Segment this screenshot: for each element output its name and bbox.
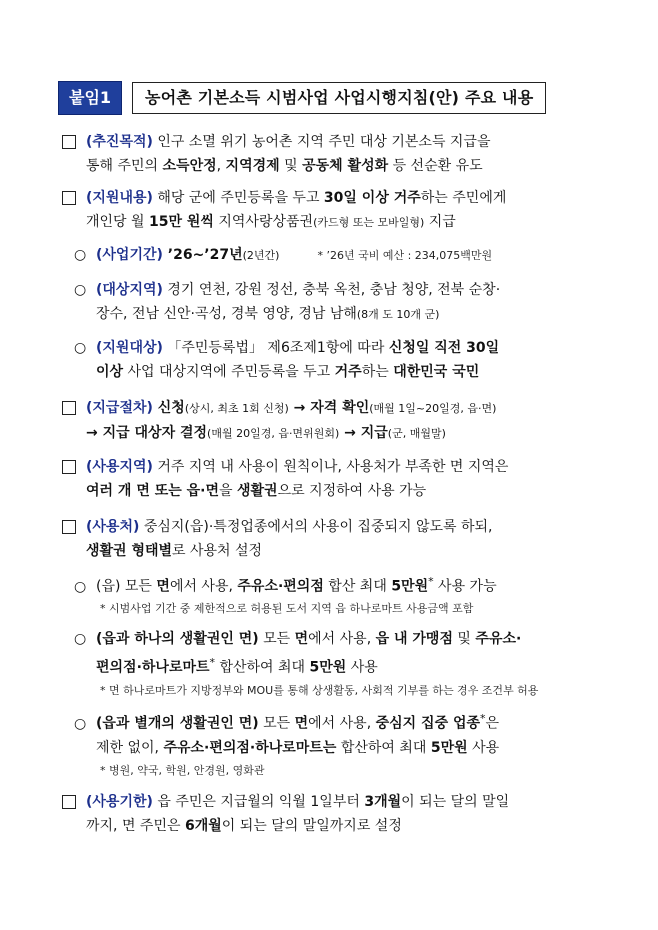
item-usage-region: (사용지역) 거주 지역 내 사용이 원칙이나, 사용처가 부족한 면 지역은 여러 개 면 또는 읍·면을 생활권으로 지정하여 사용 가능	[62, 455, 602, 503]
circle-bullet-icon: ○	[74, 247, 87, 263]
checkbox-icon	[62, 401, 76, 415]
item-eup: ○ (읍) 모든 면에서 사용, 주유소·편의점 합산 최대 5만원* 사용 가능 * 시범사업 기간 중 제한적으로 허용된 도서 지역 읍 하나로마트 사용금액 포함	[74, 575, 497, 615]
item-procedure: (지급절차) 신청(상시, 최초 1회 신청) → 자격 확인(매월 1일~20일경, 읍·면) → 지급 대상자 결정(매월 20일경, 읍·면위원회) → 지급(군, 매월말)	[62, 396, 602, 446]
circle-bullet-icon: ○	[74, 282, 87, 298]
section-header	[58, 80, 546, 116]
checkbox-icon	[62, 520, 76, 534]
item-same-zone-myeon: ○ (읍과 하나의 생활권인 면) 모든 면에서 사용, 읍 내 가맹점 및 주유소· 편의점·하나로마트* 합산하여 최대 5만원 사용 * 면 하나로마트가 지방정부와 MOU를 통해 상생활동, 사회적 기부를 하는 경우 조건부 허용	[66, 627, 606, 702]
item-target: ○ (지원대상) 「주민등록법」 제6조제1항에 따라 신청일 직전 30일 이상 사업 대상지역에 주민등록을 두고 거주하는 대한민국 국민	[66, 336, 606, 384]
checkbox-icon	[62, 460, 76, 474]
checkbox-icon	[62, 135, 76, 149]
item-purpose: (추진목적) 인구 소멸 위기 농어촌 지역 주민 대상 기본소득 지급을 통해 주민의 소득안정, 지역경제 및 공동체 활성화 등 선순환 유도	[62, 130, 602, 178]
document-title: 농어촌 기본소득 시범사업 사업시행지침(안) 주요 내용	[132, 82, 546, 114]
circle-bullet-icon: ○	[74, 578, 87, 595]
circle-bullet-icon: ○	[74, 715, 87, 732]
circle-bullet-icon: ○	[74, 631, 87, 647]
checkbox-icon	[62, 191, 76, 205]
label-purpose: (추진목적)	[86, 134, 153, 150]
item-usage-place: (사용처) 중심지(읍)·특정업종에서의 사용이 집중되지 않도록 하되, 생활권 형태별로 사용처 설정	[62, 515, 602, 563]
item-support: (지원내용) 해당 군에 주민등록을 두고 30일 이상 거주하는 주민에게 개인당 월 15만 원씩 지역사랑상품권(카드형 또는 모바일형) 지급	[62, 186, 602, 235]
item-period: ○ (사업기간) ’26~’27년(2년간) * ’26년 국비 예산 : 234,075백만원	[66, 243, 606, 268]
attachment-tag: 붙임1	[58, 81, 122, 115]
item-separate-zone-myeon: ○ (읍과 별개의 생활권인 면) 모든 면에서 사용, 중심지 집중 업종*은 제한 없이, 주유소·편의점·하나로마트는 합산하여 최대 5만원 사용 * 병원, 약국, 학원, 안경원, 영화관	[74, 712, 500, 777]
circle-bullet-icon: ○	[74, 340, 87, 356]
checkbox-icon	[62, 795, 76, 809]
item-expiry: (사용기한) 읍 주민은 지급월의 익월 1일부터 3개월이 되는 달의 말일 까지, 면 주민은 6개월이 되는 달의 말일까지로 설정	[62, 790, 602, 838]
item-region: ○ (대상지역) 경기 연천, 강원 정선, 충북 옥천, 충남 청양, 전북 순창· 장수, 전남 신안·곡성, 경북 영양, 경남 남해(8개 도 10개 군)	[66, 278, 606, 327]
